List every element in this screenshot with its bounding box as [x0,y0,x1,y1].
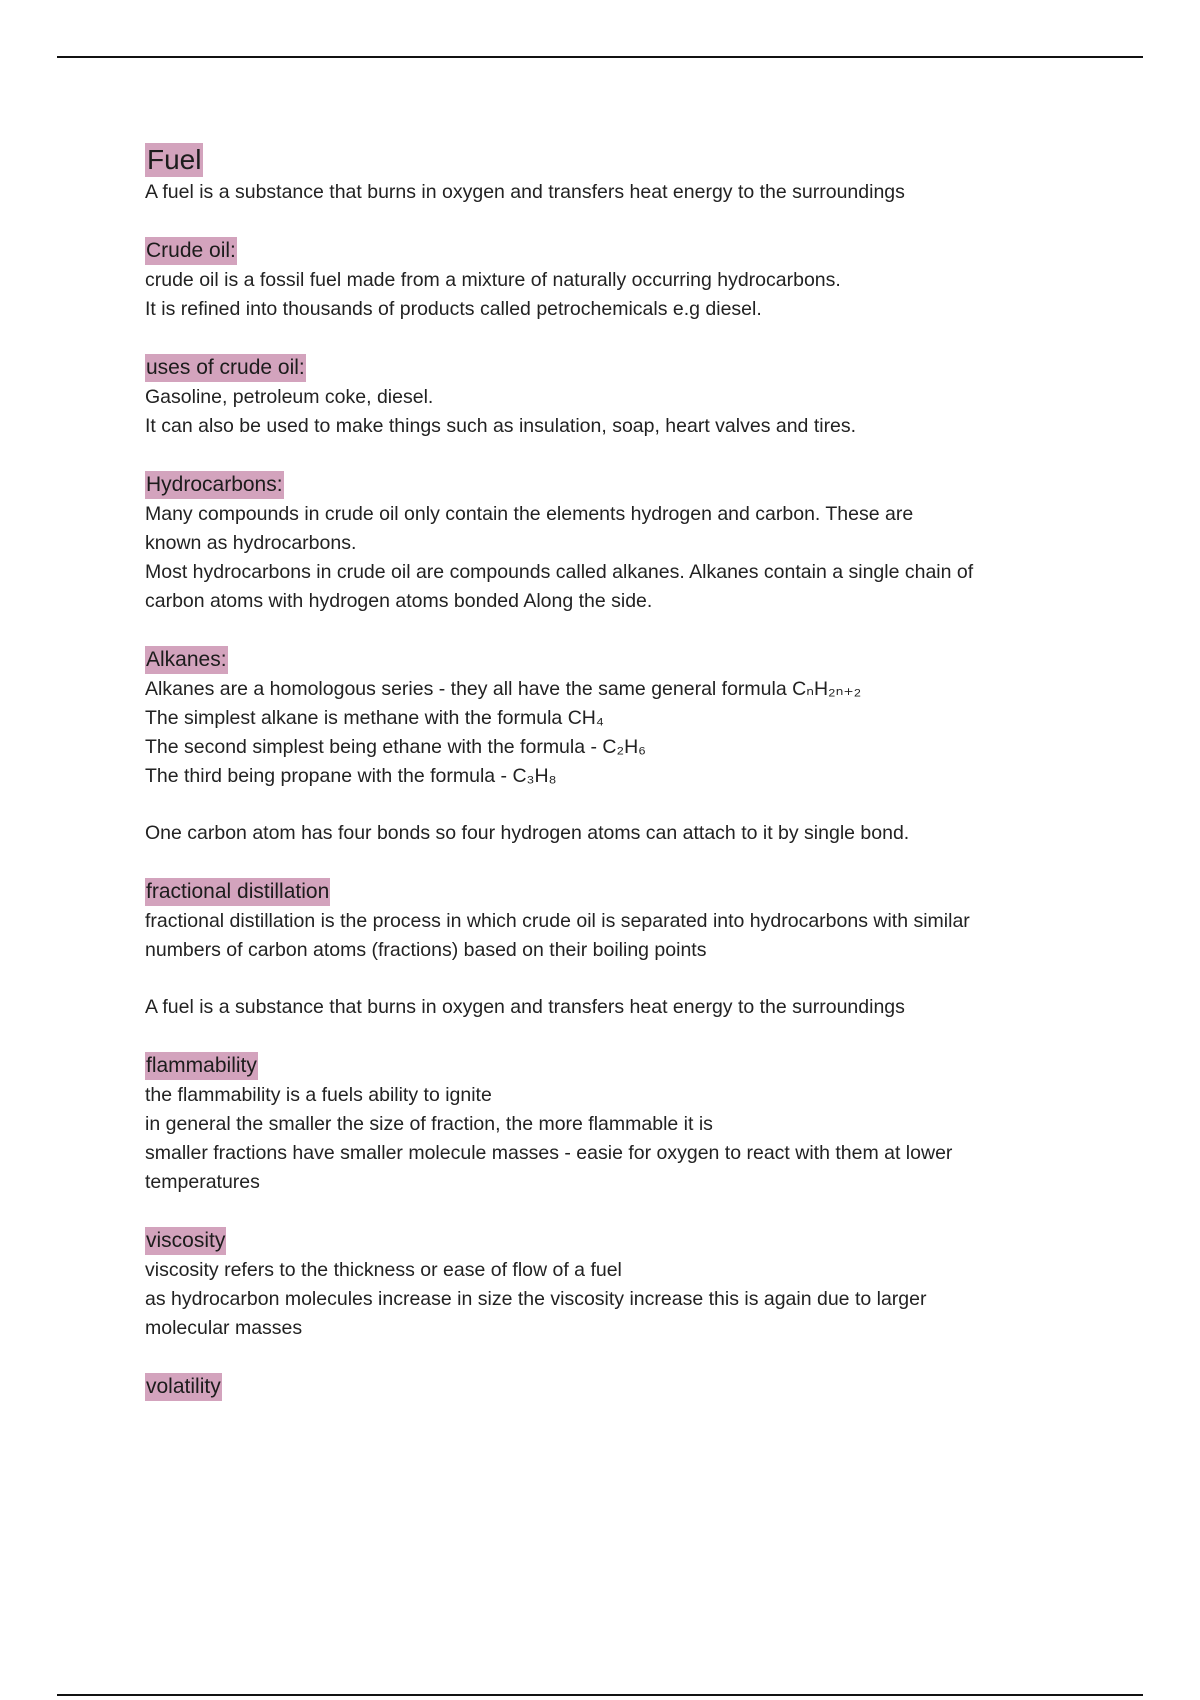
line-text: The simplest alkane is methane with the formula [145,707,568,729]
body-line: carbon atoms with hydrogen atoms bonded Along the side. [145,590,653,612]
intro-line: A fuel is a substance that burns in oxygen and transfers heat energy to the surroundings [145,181,905,203]
body-line: the flammability is a fuels ability to ignite [145,1084,492,1106]
body-line: One carbon atom has four bonds so four hydrogen atoms can attach to it by single bond. [145,822,910,844]
section-heading: Alkanes: [145,646,228,674]
section-alkanes [145,646,1105,848]
section-fractional-distillation [145,878,1105,1022]
section-heading: Hydrocarbons: [145,471,284,499]
body-line: Many compounds in crude oil only contain the elements hydrogen and carbon. These are [145,503,914,525]
section-hydrocarbons [145,471,1105,616]
formula-propane: C₃H₈ [512,765,557,787]
section-uses-of-crude-oil [145,354,1105,441]
section-heading: viscosity [145,1227,226,1255]
body-line [145,733,1105,762]
body-line: A fuel is a substance that burns in oxygen and transfers heat energy to the surroundings [145,996,905,1018]
line-text: The second simplest being ethane with the formula - [145,736,603,758]
body-line: viscosity refers to the thickness or ease of flow of a fuel [145,1259,622,1281]
body-line: numbers of carbon atoms (fractions) based on their boiling points [145,939,707,961]
body-line [145,704,1105,733]
section-volatility [145,1373,1105,1401]
body-line: fractional distillation is the process in which crude oil is separated into hydrocarbons with similar [145,910,970,932]
section-heading: uses of crude oil: [145,354,306,382]
body-line: It is refined into thousands of products called petrochemicals e.g diesel. [145,298,762,320]
body-line: known as hydrocarbons. [145,532,357,554]
section-heading: Crude oil: [145,237,237,265]
body-line: Gasoline, petroleum coke, diesel. [145,386,434,408]
body-line: crude oil is a fossil fuel made from a mixture of naturally occurring hydrocarbons. [145,269,841,291]
document-body [145,143,1105,1402]
section-flammability [145,1052,1105,1197]
body-line: It can also be used to make things such as insulation, soap, heart valves and tires. [145,415,857,437]
body-line: temperatures [145,1171,260,1193]
header-rule [57,56,1143,58]
section-heading: flammability [145,1052,258,1080]
body-line: as hydrocarbon molecules increase in size the viscosity increase this is again due to larger [145,1288,927,1310]
body-line [145,762,1105,791]
formula-general: CₙH₂ₙ₊₂ [792,678,862,700]
body-line: Most hydrocarbons in crude oil are compounds called alkanes. Alkanes contain a single chain of [145,561,974,583]
line-text: Alkanes are a homologous series - they all have the same general formula [145,678,793,700]
formula-ethane: C₂H₆ [602,736,647,758]
section-heading: volatility [145,1373,222,1401]
body-line: smaller fractions have smaller molecule masses - easie for oxygen to react with them at lower [145,1142,953,1164]
footer-rule [57,1694,1143,1696]
body-line: molecular masses [145,1317,303,1339]
page-title: Fuel [147,144,202,175]
section-crude-oil [145,237,1105,324]
section-viscosity [145,1227,1105,1343]
section-heading: fractional distillation [145,878,330,906]
body-line [145,675,1105,704]
line-text: The third being propane with the formula - [145,765,513,787]
formula-methane: CH₄ [567,707,604,729]
body-line: in general the smaller the size of fraction, the more flammable it is [145,1113,713,1135]
